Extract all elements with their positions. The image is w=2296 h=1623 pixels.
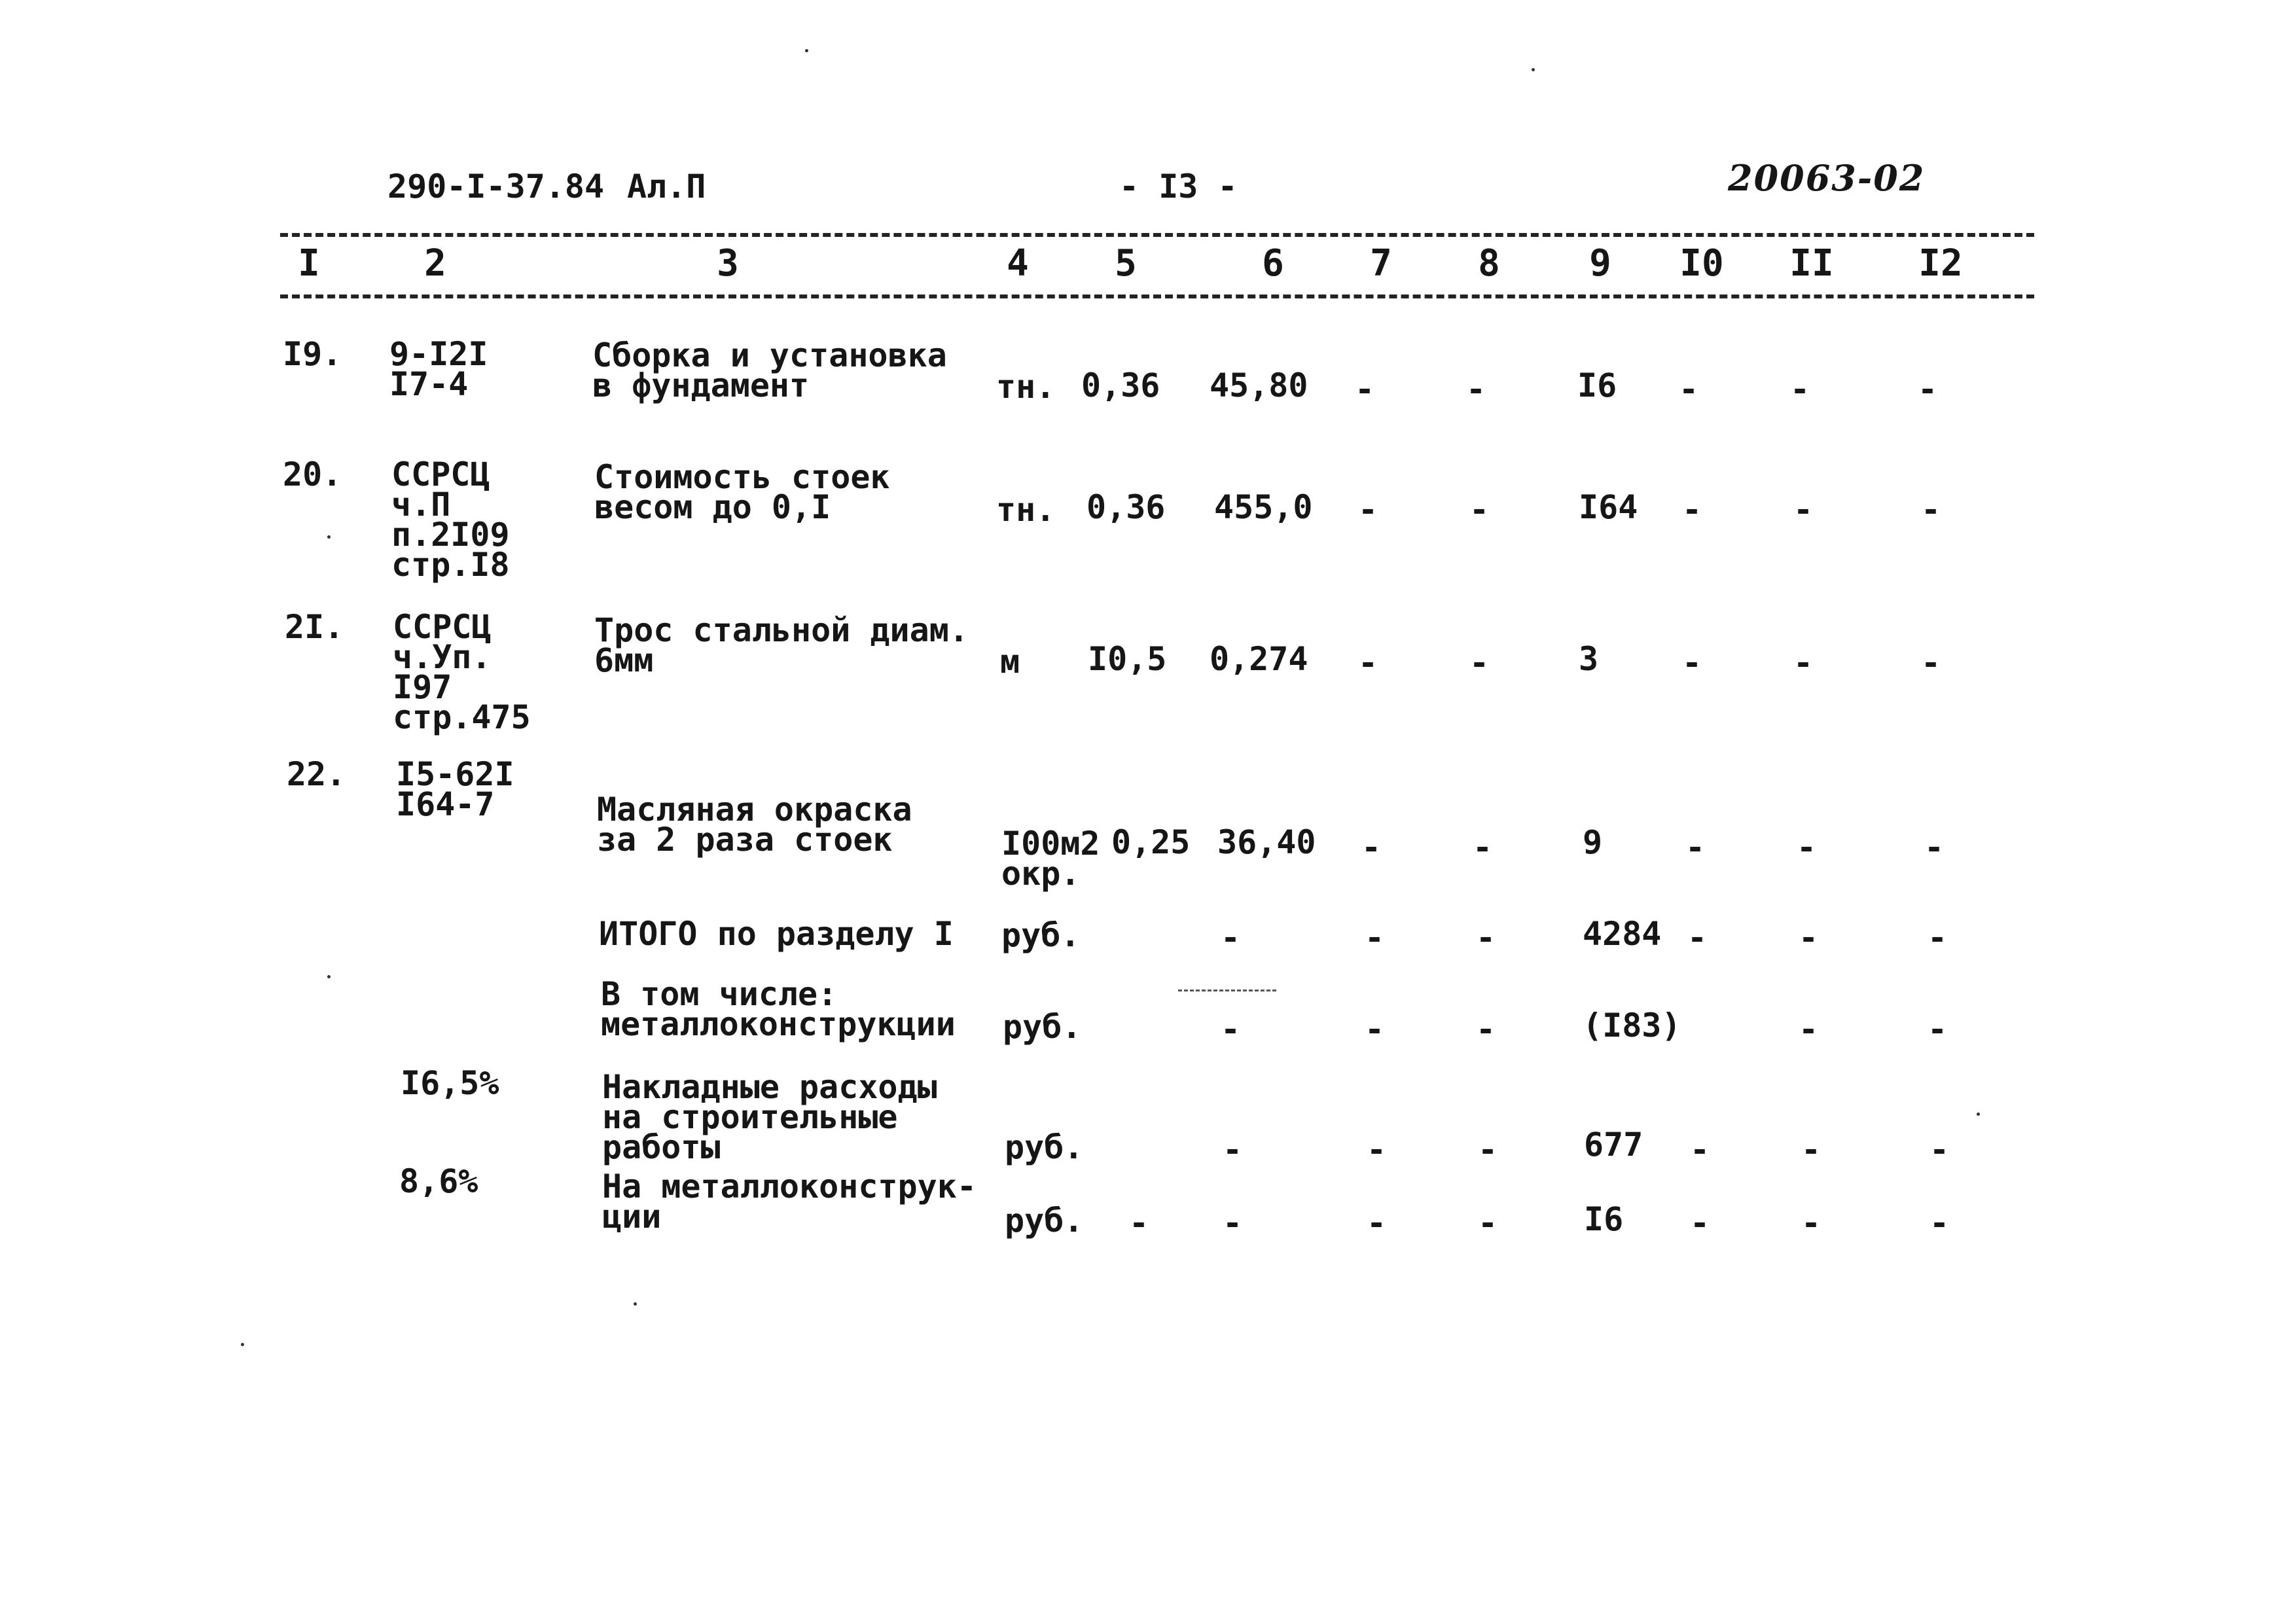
norm-reference: I6,5% — [401, 1064, 499, 1102]
document-code: 290-I-37.84 — [387, 168, 605, 205]
quantity: I0,5 — [1088, 640, 1167, 678]
unit-price: 36,40 — [1217, 823, 1316, 861]
cell-col8: - — [1466, 370, 1486, 408]
cell-col11: - — [1797, 829, 1817, 866]
cell-col11: - — [1799, 1010, 1819, 1048]
cell-col7: - — [1355, 370, 1375, 408]
unit: руб. — [1003, 1008, 1082, 1046]
cell-col9: 4284 — [1583, 915, 1662, 953]
cell-col11: - — [1801, 1131, 1821, 1169]
cell-col12: - — [1928, 1010, 1948, 1048]
unit-price: - — [1223, 1204, 1243, 1242]
cell-col11: - — [1793, 644, 1814, 682]
quantity: 0,36 — [1086, 488, 1166, 526]
cell-col12: - — [1929, 1204, 1950, 1242]
cell-col8: - — [1478, 1131, 1498, 1169]
album-number: Ал.П — [627, 168, 706, 205]
work-description: Накладные расходы на строительные работы — [602, 1068, 937, 1166]
unit-price: 455,0 — [1214, 488, 1313, 526]
unit: руб. — [1005, 1202, 1084, 1240]
quantity: 0,36 — [1081, 366, 1160, 404]
unit-price: - — [1223, 1131, 1243, 1169]
cell-col12: - — [1918, 370, 1938, 408]
norm-reference: 8,6% — [399, 1162, 478, 1200]
col-8: 8 — [1478, 242, 1500, 285]
pencil-mark — [1178, 990, 1276, 991]
quantity: - — [1129, 1204, 1149, 1242]
col-11: II — [1789, 242, 1834, 285]
cell-col11: - — [1799, 919, 1819, 957]
scan-speck — [241, 1343, 244, 1346]
scan-speck — [1977, 1113, 1980, 1116]
work-description: В том числе: металлоконструкции — [601, 975, 956, 1043]
cell-col10: - — [1690, 1204, 1710, 1242]
col-10: I0 — [1679, 242, 1724, 285]
cell-col8: - — [1469, 644, 1490, 682]
cell-col9: 677 — [1584, 1126, 1643, 1164]
cell-col10: - — [1682, 491, 1702, 529]
cell-col10: - — [1690, 1131, 1710, 1169]
work-description: Трос стальной диам. 6мм — [594, 611, 969, 679]
norm-reference: I5-62I I64-7 — [396, 755, 514, 823]
scan-speck — [1532, 68, 1535, 71]
cell-col12: - — [1929, 1131, 1950, 1169]
row-number: 22. — [287, 755, 346, 793]
cell-col12: - — [1924, 829, 1945, 866]
cell-col7: - — [1358, 491, 1378, 529]
col-6: 6 — [1262, 242, 1284, 285]
cell-col8: - — [1476, 1010, 1496, 1048]
cell-col7: - — [1361, 829, 1382, 866]
quantity: 0,25 — [1111, 823, 1191, 861]
col-2: 2 — [424, 242, 446, 285]
col-1: I — [298, 242, 320, 285]
scan-speck — [805, 49, 808, 52]
col-7: 7 — [1370, 242, 1392, 285]
row-number: 2I. — [285, 608, 344, 646]
cell-col7: - — [1367, 1131, 1387, 1169]
unit-price: 0,274 — [1210, 640, 1308, 678]
cell-col8: - — [1476, 919, 1496, 957]
cell-col8: - — [1469, 491, 1490, 529]
col-12: I2 — [1918, 242, 1963, 285]
scan-speck — [634, 1302, 637, 1306]
unit-price: - — [1221, 1010, 1241, 1048]
cell-col7: - — [1365, 919, 1385, 957]
cell-col8: - — [1478, 1204, 1498, 1242]
cell-col9: I6 — [1577, 366, 1617, 404]
unit: руб. — [1001, 916, 1081, 954]
work-description: ИТОГО по разделу I — [599, 915, 954, 953]
work-description: Стоимость стоек весом до 0,I — [594, 458, 890, 526]
unit: м — [1000, 643, 1020, 681]
cell-col9: 9 — [1583, 823, 1603, 861]
scan-speck — [327, 535, 331, 539]
cell-col10: - — [1682, 644, 1702, 682]
row-number: I9. — [283, 335, 342, 373]
col-9: 9 — [1589, 242, 1611, 285]
col-5: 5 — [1115, 242, 1137, 285]
cell-col12: - — [1921, 491, 1941, 529]
cell-col7: - — [1365, 1010, 1385, 1048]
cell-col9: (I83) — [1583, 1007, 1681, 1044]
unit: I00м2 окр. — [1001, 825, 1100, 893]
col-4: 4 — [1007, 242, 1029, 285]
unit-price: 45,80 — [1210, 366, 1308, 404]
cell-col9: I64 — [1579, 488, 1638, 526]
row-number: 20. — [283, 455, 342, 493]
norm-reference: ССРСЦ ч.П п.2I09 стр.I8 — [391, 455, 510, 584]
cell-col8: - — [1473, 829, 1493, 866]
cell-col7: - — [1358, 644, 1378, 682]
col-3: 3 — [717, 242, 739, 285]
cell-col12: - — [1928, 919, 1948, 957]
cell-col10: - — [1679, 370, 1699, 408]
cell-col10: - — [1687, 919, 1708, 957]
norm-reference: ССРСЦ ч.Уп. I97 стр.475 — [393, 608, 531, 736]
cell-col12: - — [1921, 644, 1941, 682]
scan-speck — [327, 975, 331, 978]
cell-col11: - — [1793, 491, 1814, 529]
handwritten-code: 20063-02 — [1728, 157, 1926, 199]
norm-reference: 9-I2I I7-4 — [389, 335, 488, 403]
work-description: На металлоконструк- ции — [602, 1168, 977, 1236]
cell-col9: 3 — [1579, 640, 1599, 678]
header-top-rule — [280, 233, 2034, 237]
page-number: - I3 - — [1119, 168, 1238, 205]
header-bottom-rule — [280, 294, 2034, 298]
unit: руб. — [1005, 1128, 1084, 1166]
work-description: Сборка и установка в фундамент — [592, 336, 947, 404]
unit: тн. — [996, 368, 1056, 406]
unit: тн. — [996, 491, 1056, 529]
work-description: Масляная окраска за 2 раза стоек — [597, 791, 912, 859]
cell-col7: - — [1367, 1204, 1387, 1242]
cell-col11: - — [1790, 370, 1810, 408]
cell-col9: I6 — [1584, 1200, 1624, 1238]
unit-price: - — [1221, 919, 1241, 957]
cell-col10: - — [1685, 829, 1706, 866]
cell-col11: - — [1801, 1204, 1821, 1242]
